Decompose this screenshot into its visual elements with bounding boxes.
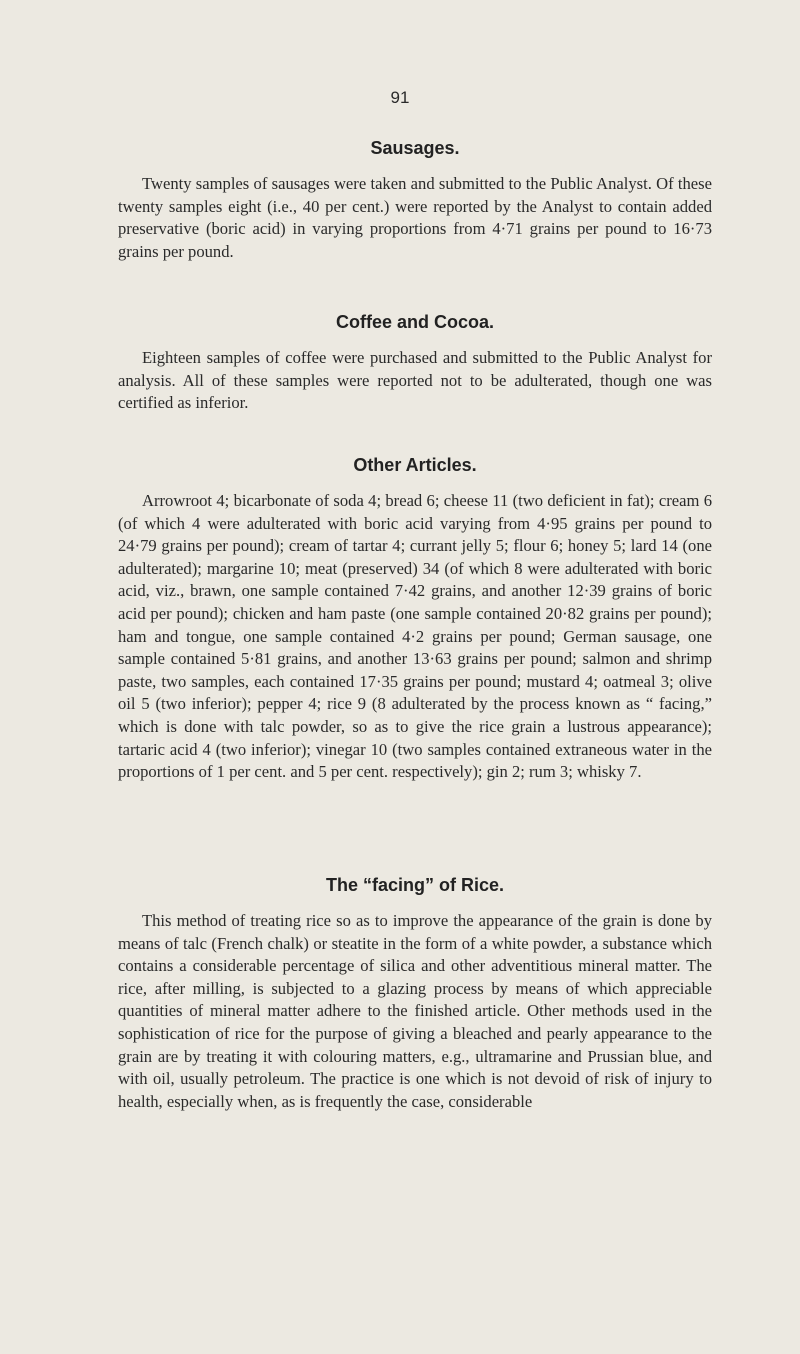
section-heading: Other Articles. [353, 455, 477, 475]
page-number: 91 [390, 88, 410, 107]
section-paragraph: Arrowroot 4; bicarbonate of soda 4; bread 6; cheese 11 (two deficient in fat); cream 6 (of which 4 were adulterated with boric acid varying from 4·95 grains per pound to 24·79 grains per pound); cream of tartar 4; currant jelly 5; flour 6; honey 5; lard 14 (one adulterated); margarine 10; meat (preserved) 34 (of which 8 were adulterated with boric acid, viz., brawn, one sample contained 7·42 grains, and another 12·39 grains of boric acid per pound); chicken and ham paste (one sample contained 20·82 grains per pound); ham and tongue, one sample contained 4·2 grains per pound; German sausage, one sample contained 5·81 grains, and another 13·63 grains per pound; salmon and shrimp paste, two samples, each contained 17·35 grains per pound; mustard 4; oatmeal 3; olive oil 5 (two inferior); pepper 4; rice 9 (8 adulterated by the process known as “ facing,” which is done with talc powder, so as to give the rice grain a lustrous appearance); tartaric acid 4 (two inferior); vinegar 10 (two samples contained extraneous water in the proportions of 1 per cent. and 5 per cent. respectively); gin 2; rum 3; whisky 7. [118, 491, 712, 782]
section-coffee-cocoa [118, 312, 712, 415]
section-other-articles [118, 455, 712, 784]
section-paragraph: This method of treating rice so as to improve the appearance of the grain is done by means of talc (French chalk) or steatite in the form of a white powder, a substance which contains a considerable percentage of silica and other adventitious mineral matter. The rice, after milling, is subjected to a glazing process by means of which appreciable quantities of mineral matter adhere to the finished article. Other methods used in the sophistication of rice for the purpose of giving a bleached and pearly appearance to the grain are by treating it with colouring matters, e.g., ultramarine and Prussian blue, and with oil, usually petroleum. The practice is one which is not devoid of risk of injury to health, especially when, as is frequently the case, considerable [118, 911, 712, 1111]
section-heading: The “facing” of Rice. [325, 875, 505, 895]
section-heading: Coffee and Cocoa. [335, 312, 495, 332]
section-heading: Sausages. [370, 138, 460, 158]
section-sausages [118, 138, 712, 263]
section-paragraph: Eighteen samples of coffee were purchased and submitted to the Public Analyst for analysis. All of these samples were reported not to be adulterated, though one was certified as inferior. [118, 348, 712, 413]
section-facing-of-rice [118, 875, 712, 1113]
section-paragraph: Twenty samples of sausages were taken and submitted to the Public Analyst. Of these twenty samples eight (i.e., 40 per cent.) were reported by the Analyst to contain added preservative (boric acid) in varying proportions from 4·71 grains per pound to 16·73 grains per pound. [118, 174, 712, 261]
